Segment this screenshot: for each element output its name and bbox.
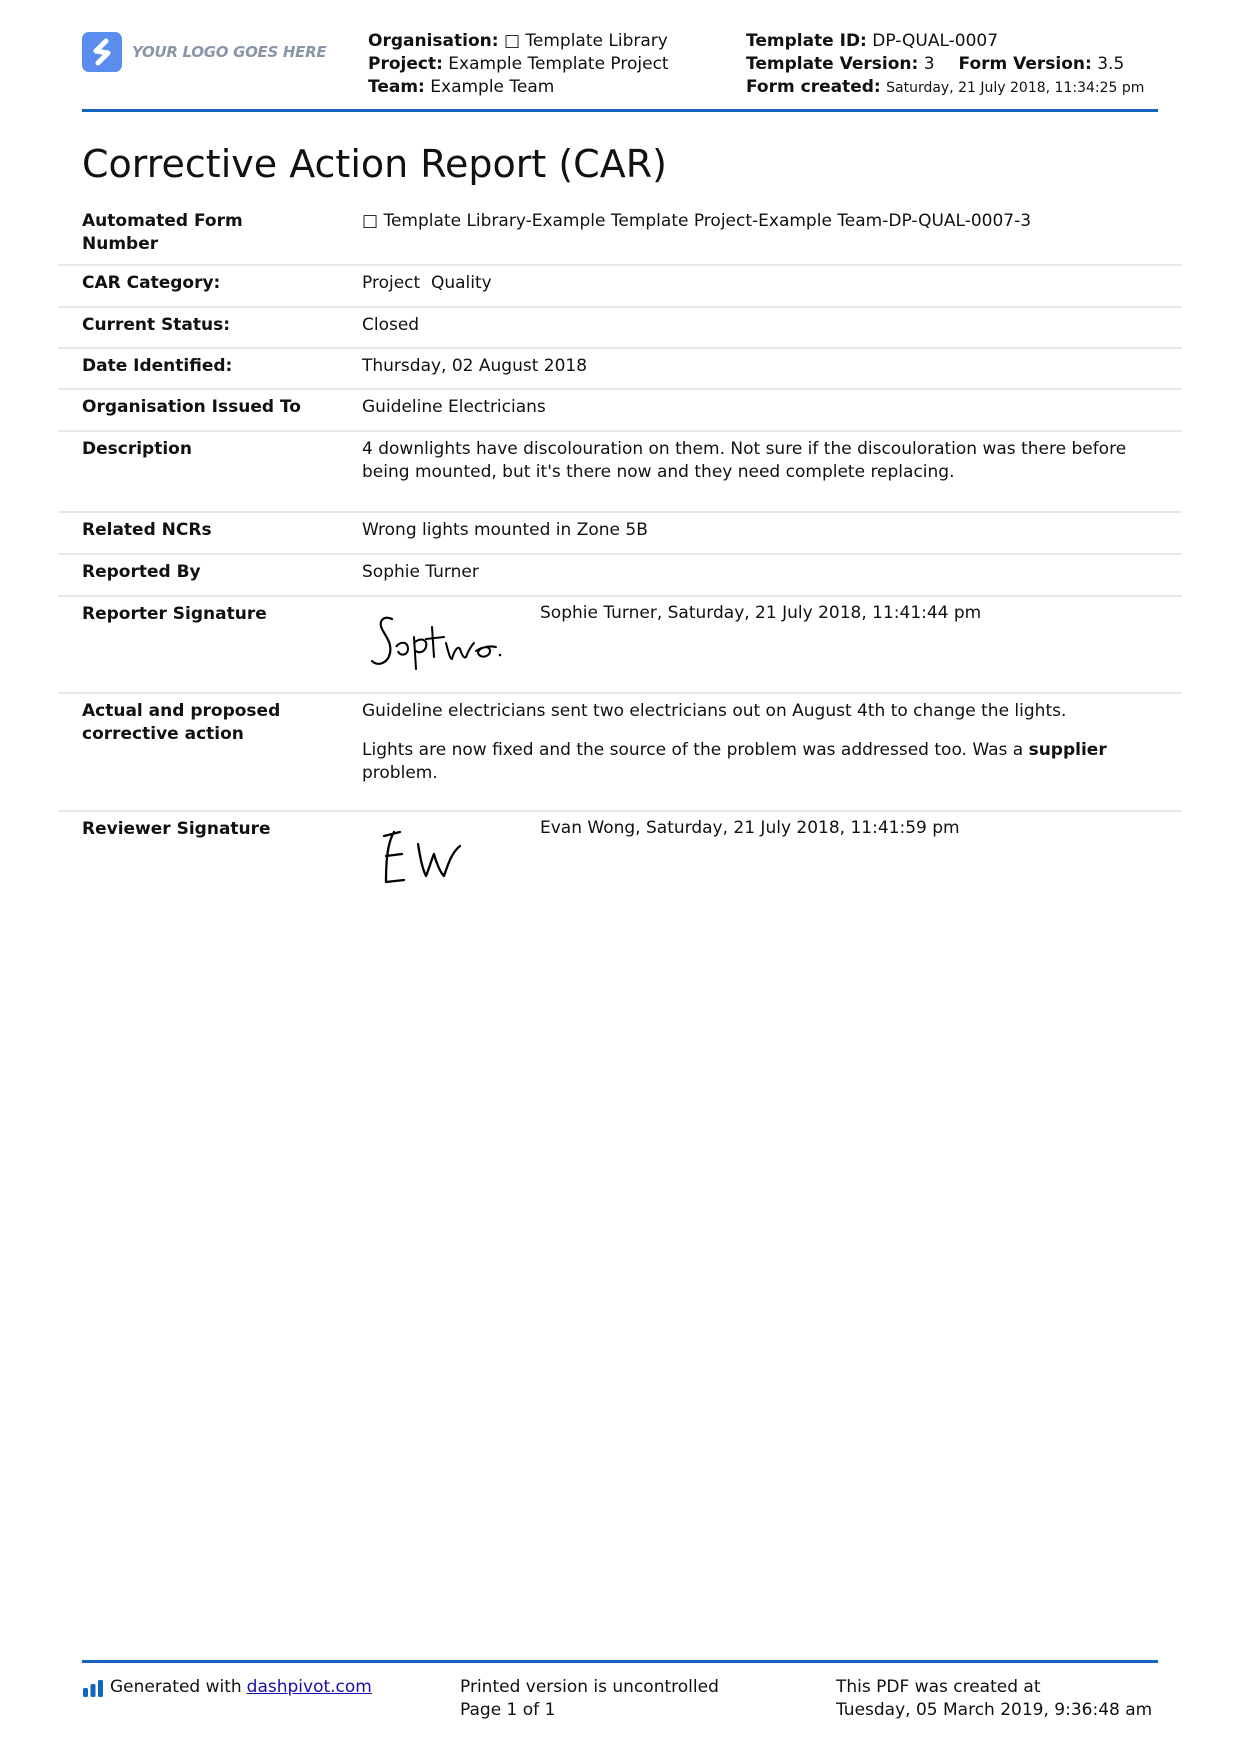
generated-prefix: Generated with — [110, 1677, 242, 1697]
corrective-action-text-end: problem. — [362, 763, 438, 783]
form-created-label: Form created: — [746, 77, 881, 97]
footer-created — [836, 1676, 1152, 1722]
organisation-issued-label: Organisation Issued To — [82, 397, 301, 417]
project-value: Example Template Project — [448, 54, 669, 74]
team-label: Team: — [368, 77, 425, 97]
pdf-created-label: This PDF was created at — [836, 1677, 1041, 1697]
reporter-signature-text: Sophie Turner, Saturday, 21 July 2018, 11:41:44 pm — [540, 603, 982, 623]
category-value: Project Quality — [362, 273, 492, 293]
description-value: 4 downlights have discolouration on them. Not sure if the discouloration was there before being mounted, but it's there now and they need complete replacing. — [362, 439, 1127, 482]
template-id-value: DP-QUAL-0007 — [872, 31, 999, 51]
corrective-action-value — [362, 700, 1152, 801]
generated-with — [82, 1676, 372, 1699]
reporter-signature-label: Reporter Signature — [82, 604, 267, 624]
form-row-organisation — [58, 390, 1182, 432]
organisation-value: □ Template Library — [503, 31, 668, 51]
logo-icon — [82, 32, 122, 72]
reviewer-signature-image — [362, 822, 482, 892]
template-version-value: 3 — [923, 54, 935, 74]
status-value: Closed — [362, 315, 420, 335]
form-row-reported-by — [58, 555, 1182, 597]
form-row-category — [58, 266, 1182, 308]
header-meta-left — [368, 30, 669, 99]
template-version-label: Template Version: — [746, 54, 919, 74]
corrective-action-text: Lights are now fixed and the source of the problem was addressed too. Was a — [362, 740, 1029, 760]
form-version-value: 3.5 — [1097, 54, 1125, 74]
reported-by-value: Sophie Turner — [362, 562, 479, 582]
reviewer-signature-label: Reviewer Signature — [82, 819, 271, 839]
dashpivot-link[interactable]: dashpivot.com — [246, 1677, 372, 1697]
description-label: Description — [82, 439, 192, 459]
bar-chart-icon — [82, 1679, 104, 1697]
corrective-action-bold: supplier — [1028, 740, 1107, 760]
form-row-status — [58, 308, 1182, 349]
header-divider — [82, 109, 1158, 112]
form-row-date-identified — [58, 349, 1182, 390]
corrective-action-paragraph-1: Guideline electricians sent two electricians out on August 4th to change the lights. — [362, 701, 1067, 721]
form-row-form-number — [58, 204, 1182, 266]
corrective-action-paragraph-2 — [362, 739, 1152, 785]
project-label: Project: — [368, 54, 443, 74]
form-created-value: Saturday, 21 July 2018, 11:34:25 pm — [886, 80, 1145, 96]
status-label: Current Status: — [82, 315, 231, 335]
form-version-label: Form Version: — [958, 54, 1092, 74]
team-value: Example Team — [430, 77, 555, 97]
form-row-description — [58, 432, 1182, 513]
organisation-issued-value: Guideline Electricians — [362, 397, 546, 417]
form-row-corrective-action — [58, 694, 1182, 812]
reported-by-label: Reported By — [82, 562, 201, 582]
logo — [82, 32, 326, 72]
date-identified-value: Thursday, 02 August 2018 — [362, 356, 588, 376]
related-ncrs-label: Related NCRs — [82, 520, 212, 540]
logo-text: YOUR LOGO GOES HERE — [132, 43, 327, 61]
form-row-reporter-signature — [58, 597, 1182, 694]
form-number-label: Automated Form Number — [82, 211, 243, 254]
uncontrolled-notice: Printed version is uncontrolled — [460, 1677, 719, 1697]
reporter-signature-image — [362, 607, 512, 677]
reviewer-signature-text: Evan Wong, Saturday, 21 July 2018, 11:41:59 pm — [540, 818, 960, 838]
related-ncrs-value: Wrong lights mounted in Zone 5B — [362, 520, 648, 540]
date-identified-label: Date Identified: — [82, 356, 233, 376]
page-title: Corrective Action Report (CAR) — [82, 142, 667, 186]
organisation-label: Organisation: — [368, 31, 499, 51]
footer-divider — [82, 1660, 1158, 1663]
category-label: CAR Category: — [82, 273, 221, 293]
header-meta-right — [746, 30, 1144, 100]
car-form — [58, 204, 1182, 902]
form-row-related-ncrs — [58, 513, 1182, 555]
page-number: Page 1 of 1 — [460, 1700, 556, 1720]
form-number-value: □ Template Library-Example Template Project-Example Team-DP-QUAL-0007-3 — [362, 211, 1032, 231]
template-id-label: Template ID: — [746, 31, 867, 51]
pdf-created-value: Tuesday, 05 March 2019, 9:36:48 am — [836, 1700, 1153, 1720]
corrective-action-label: Actual and proposed corrective action — [82, 701, 281, 744]
form-row-reviewer-signature — [58, 812, 1182, 902]
page-header — [82, 28, 1158, 110]
footer-uncontrolled — [460, 1676, 719, 1722]
